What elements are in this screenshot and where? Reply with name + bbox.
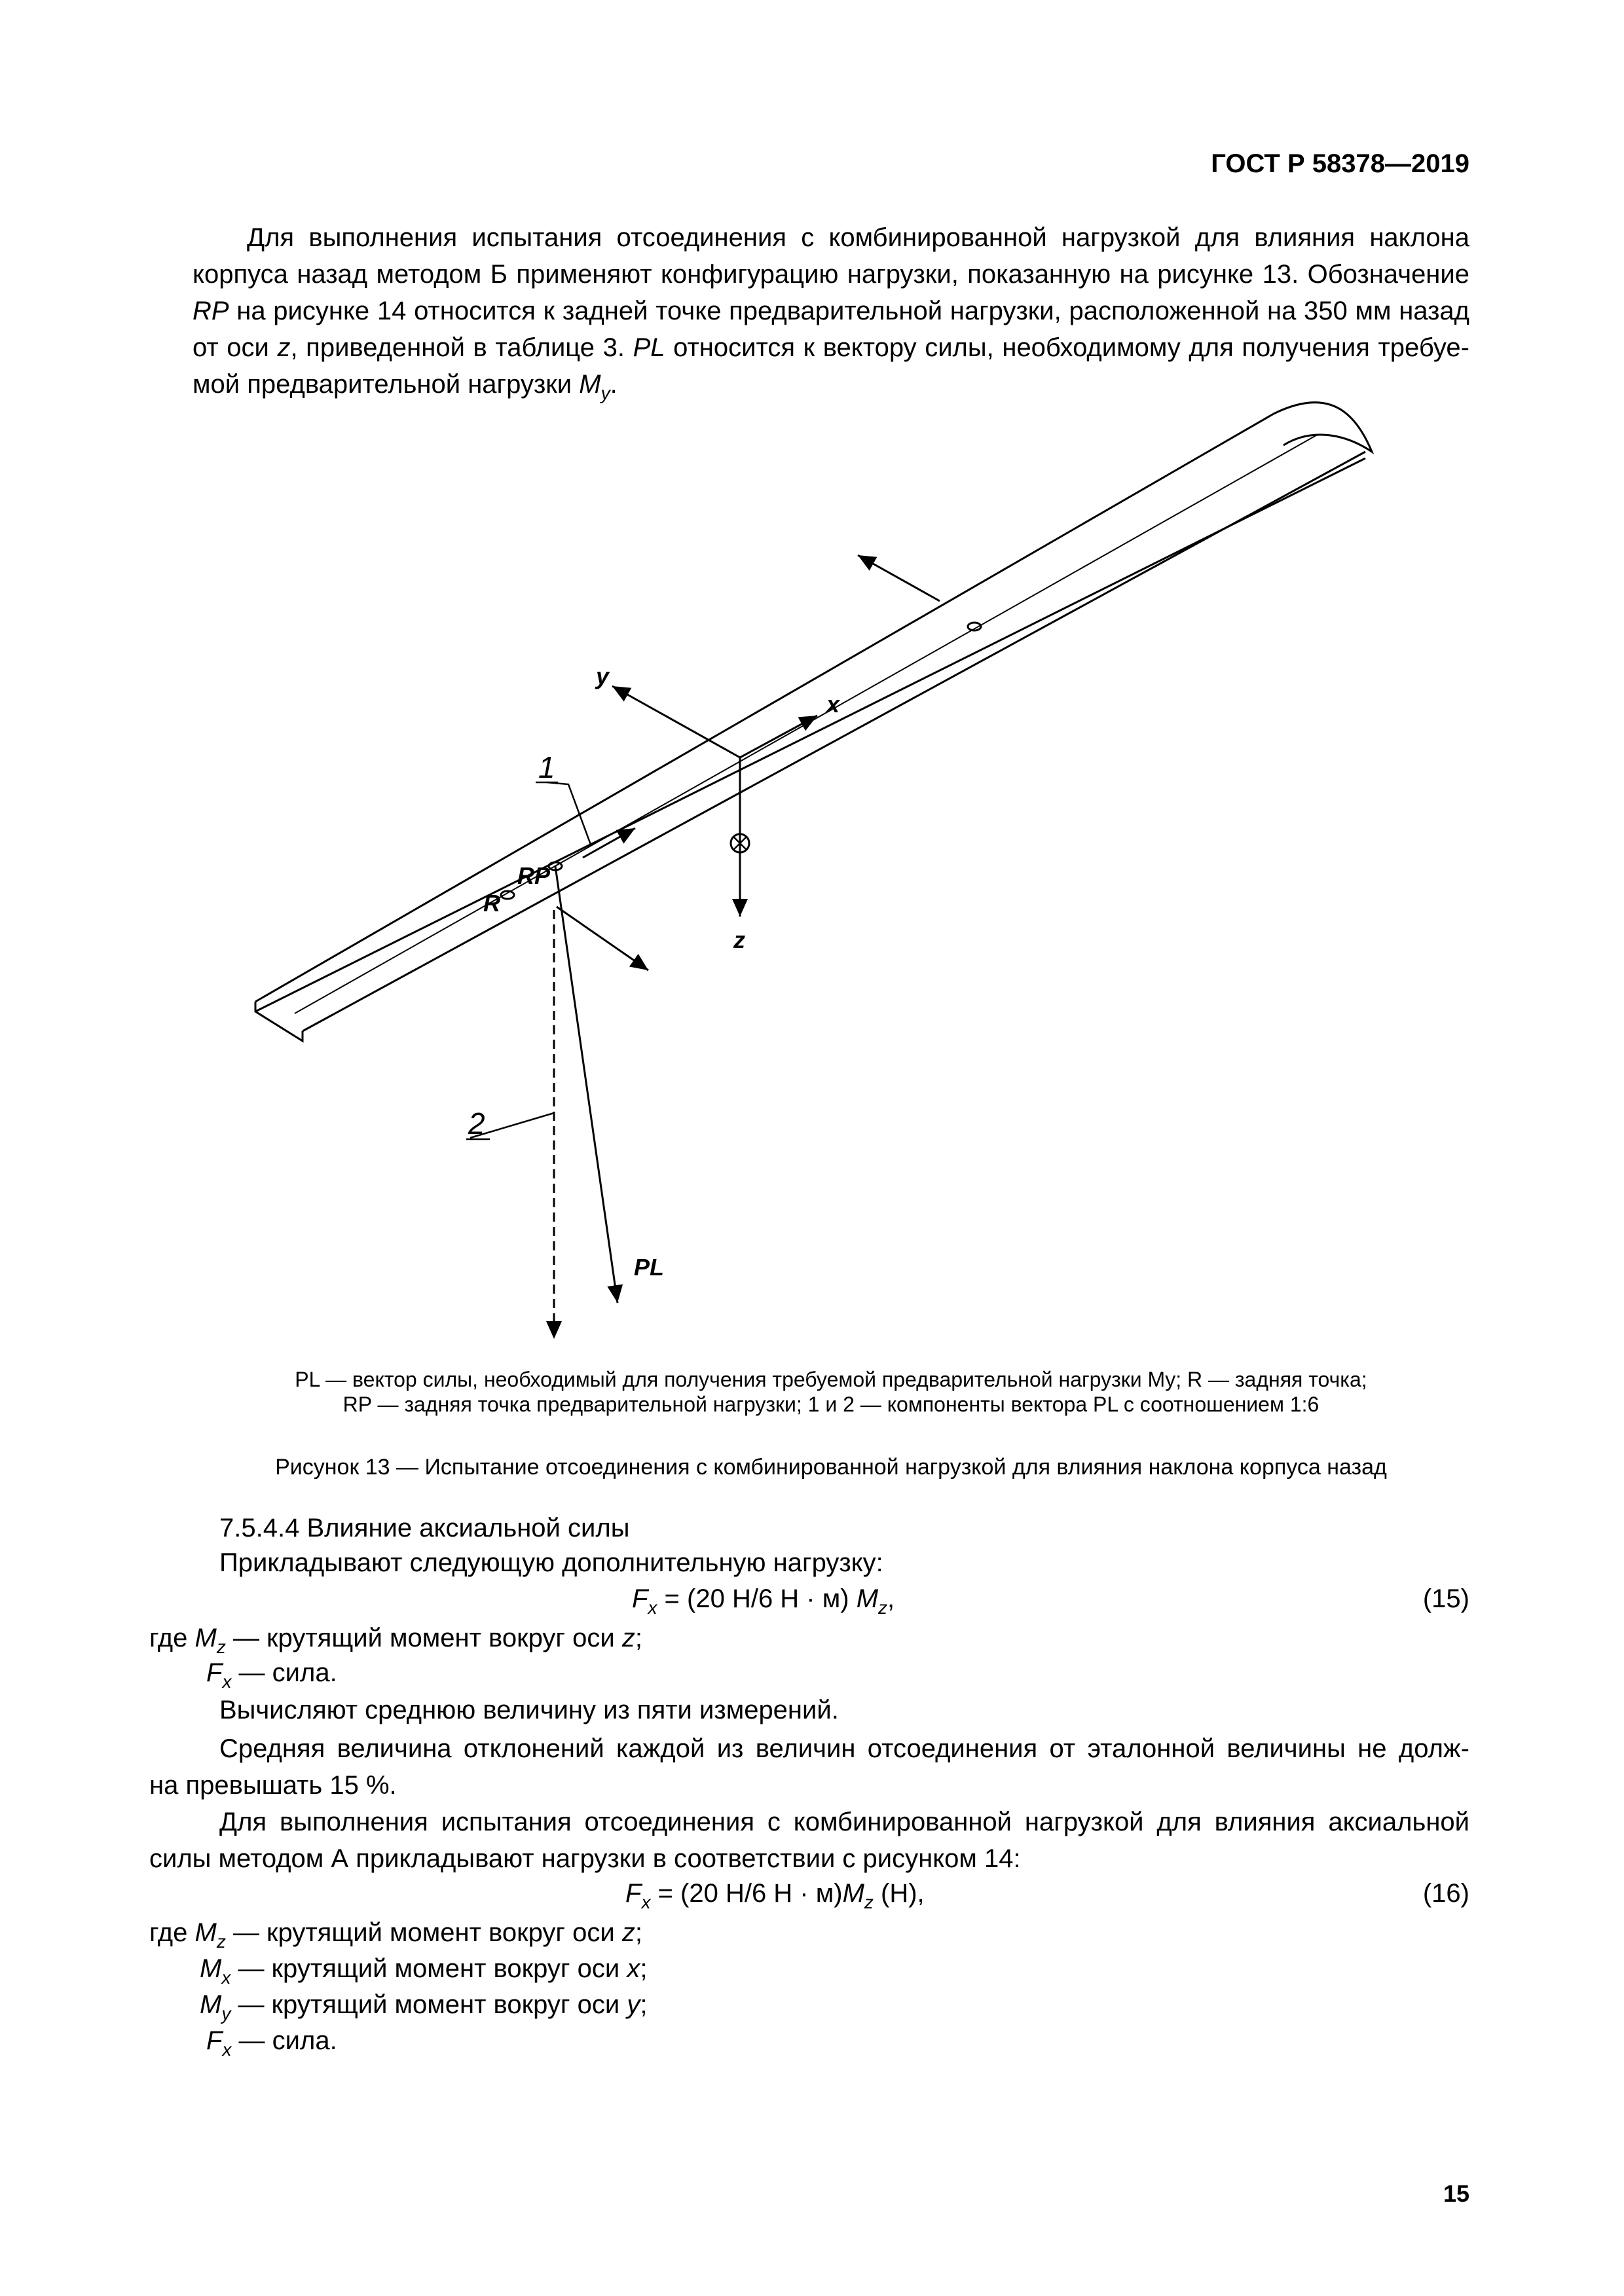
pl-vector-arrow xyxy=(555,866,618,1303)
label-pl: PL xyxy=(634,1254,665,1281)
rp-term: RP xyxy=(193,297,229,325)
axial-paragraph xyxy=(149,1804,1469,1877)
avg-text: Вычисляют среднюю величину из пяти измерений. xyxy=(219,1696,839,1724)
intro-line-3-text: на рисунке 14 относится к задней точке предварительной нагрузки, расположенной на 350 мм назад xyxy=(229,297,1469,325)
eq15-m: M xyxy=(856,1584,879,1613)
t: M xyxy=(194,1918,217,1947)
t: M xyxy=(194,1624,217,1652)
where2-line-2 xyxy=(200,1954,647,1988)
eq15-lhs: F xyxy=(632,1584,648,1613)
figure-title: Рисунок 13 — Испытание отсоединения с комбинированной нагрузкой для влияния наклона корпуса назад xyxy=(275,1455,1387,1480)
section-apply-text: Прикладывают следующую дополнительную нагрузку: xyxy=(219,1548,883,1577)
z-term: z xyxy=(277,333,291,362)
axial-line-1: Для выполнения испытания отсоединения с комбинированной нагрузкой для влияния аксиальной xyxy=(219,1808,1469,1836)
pl-term: PL xyxy=(633,333,665,362)
t: относится к вектору силы, необходимому для получения требуе- xyxy=(665,333,1469,362)
t: y xyxy=(627,1990,640,2019)
beam-tip xyxy=(1274,403,1372,452)
intro-line-2: корпуса назад методом Б применяют конфигурацию нагрузки, показанную на рисунке 13. Обозначение xyxy=(193,260,1469,289)
label-y: y xyxy=(596,663,610,689)
t: — крутящий момент вокруг оси xyxy=(225,1918,622,1947)
t: z xyxy=(621,1918,635,1947)
t: от оси xyxy=(193,333,278,362)
t: z xyxy=(216,1931,226,1952)
legend-line-2: RP — задняя точка предварительной нагрузки; 1 и 2 — компоненты вектора PL с соотношением 1:6 xyxy=(342,1393,1320,1416)
where2-line-3 xyxy=(200,1990,647,2024)
label-2: 2 xyxy=(468,1106,485,1140)
where1-line-2 xyxy=(206,1658,337,1692)
legend-line-1: PL — вектор силы, необходимый для получения требуемой предварительной нагрузки My; R — задняя точка; xyxy=(295,1368,1367,1391)
t: z xyxy=(621,1624,635,1652)
equation-15 xyxy=(632,1584,895,1618)
eq16-rhs: = (20 Н/6 Н · м) xyxy=(650,1879,843,1908)
t: — сила. xyxy=(231,1658,337,1687)
t: x xyxy=(222,2039,232,2060)
t: F xyxy=(206,1658,223,1687)
page-number: 15 xyxy=(1443,2180,1469,2207)
t: z xyxy=(216,1636,226,1657)
eq15-tail: , xyxy=(887,1584,895,1613)
t: — крутящий момент вокруг оси xyxy=(231,1954,627,1983)
my-sub: y xyxy=(600,382,610,403)
t: — крутящий момент вокруг оси xyxy=(231,1990,627,2019)
beam-centerline xyxy=(295,435,1316,1013)
arrow-upper xyxy=(858,555,940,601)
t: ; xyxy=(640,1954,648,1983)
label-1-leader xyxy=(547,782,591,845)
t: где xyxy=(149,1918,195,1947)
label-z: z xyxy=(733,926,745,953)
intro-line-1: Для выполнения испытания отсоединения с комбинированной нагрузкой для влияния наклона xyxy=(247,223,1469,252)
arrow-lower-right xyxy=(557,907,648,970)
t: x xyxy=(221,1967,231,1988)
beam-inner-line xyxy=(255,458,1365,1011)
t: ; xyxy=(640,1990,648,2019)
axial-line-2: силы методом А прикладывают нагрузки в соответствии с рисунком 14: xyxy=(149,1844,1021,1873)
label-rp: RP xyxy=(517,862,551,889)
t: x xyxy=(222,1671,232,1692)
eq15-rhs: = (20 Н/6 Н · м) xyxy=(657,1584,857,1613)
deviation-paragraph xyxy=(149,1730,1469,1804)
t: мой предварительной нагрузки xyxy=(193,370,580,399)
y-axis-arrow xyxy=(612,686,740,757)
section-heading: 7.5.4.4 Влияние аксиальной силы xyxy=(219,1514,630,1542)
t: — крутящий момент вокруг оси xyxy=(225,1624,622,1652)
eq15-m-sub: z xyxy=(878,1597,888,1618)
label-1: 1 xyxy=(538,750,555,784)
where1-line-1 xyxy=(149,1624,642,1658)
figure-legend xyxy=(193,1367,1469,1417)
eq16-m: M xyxy=(842,1879,864,1908)
eq15-lhs-sub: x xyxy=(648,1597,657,1618)
document-header: ГОСТ Р 58378—2019 xyxy=(1211,149,1469,178)
t: . xyxy=(610,370,618,399)
t: ; xyxy=(635,1918,642,1947)
t: M xyxy=(200,1990,222,2019)
t: F xyxy=(206,2026,223,2055)
equation-16 xyxy=(625,1879,925,1913)
where2-line-1 xyxy=(149,1918,642,1952)
eq16-m-sub: z xyxy=(864,1891,874,1912)
eq16-lhs: F xyxy=(625,1879,642,1908)
equation-15-number: (15) xyxy=(1422,1584,1469,1613)
t: y xyxy=(221,2003,231,2024)
dev-line-2: на превышать 15 %. xyxy=(149,1771,397,1800)
my-term: M xyxy=(579,370,601,399)
t: — сила. xyxy=(231,2026,337,2055)
eq16-lhs-sub: x xyxy=(641,1891,651,1912)
dev-line-1: Средняя величина отклонений каждой из величин отсоединения от эталонной величины не долж- xyxy=(219,1734,1469,1763)
t: , приведенной в таблице 3. xyxy=(290,333,633,362)
where2-line-4 xyxy=(206,2026,337,2060)
label-x: x xyxy=(826,691,840,718)
t: x xyxy=(627,1954,640,1983)
eq16-tail: (Н), xyxy=(873,1879,925,1908)
beam-top-edge xyxy=(255,414,1274,1002)
equation-16-number: (16) xyxy=(1422,1879,1469,1908)
label-r: R xyxy=(483,890,500,917)
t: ; xyxy=(635,1624,642,1652)
t: M xyxy=(200,1954,222,1983)
t: где xyxy=(149,1624,195,1652)
